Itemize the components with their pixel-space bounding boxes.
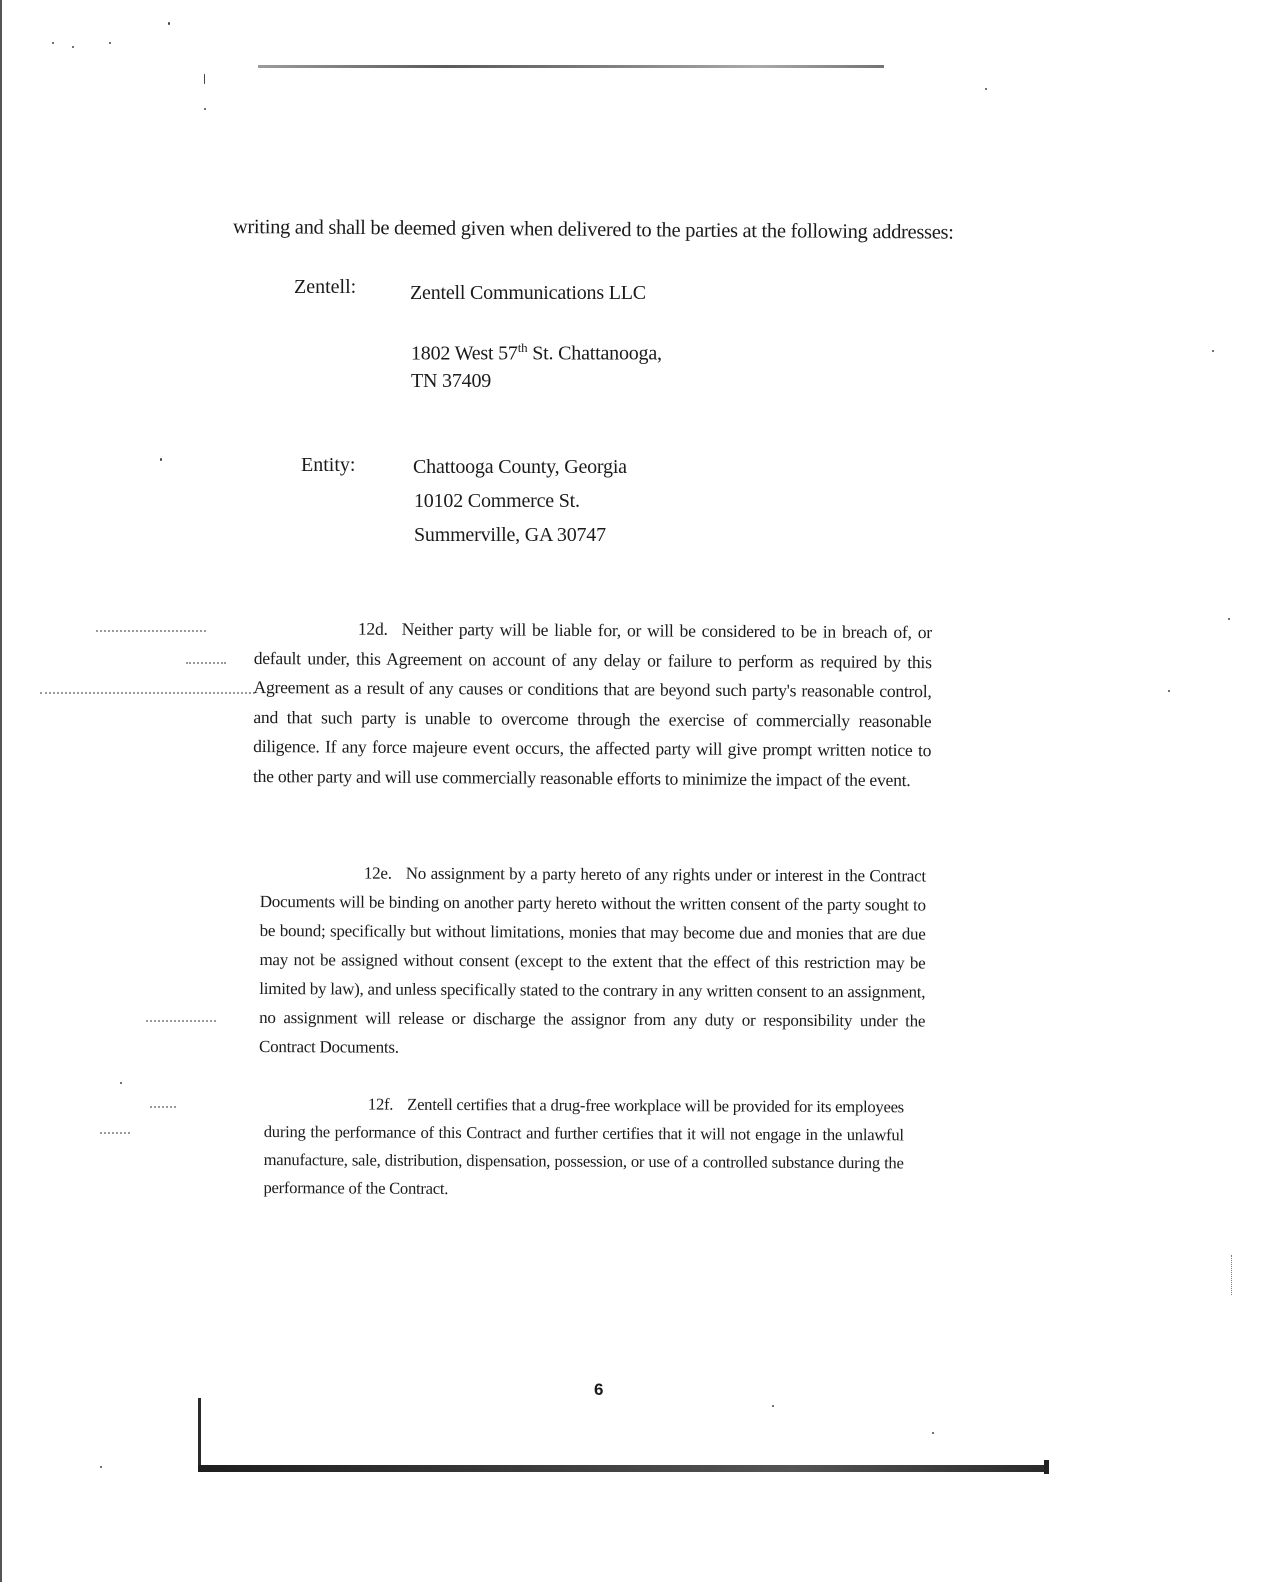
entity-city-state-zip: Summerville, GA 30747 <box>414 524 606 546</box>
scan-speck <box>168 22 170 25</box>
scan-dots <box>40 692 255 696</box>
scan-dots <box>96 630 206 634</box>
zentell-company-name: Zentell Communications LLC <box>410 282 646 304</box>
scan-speck <box>160 458 162 461</box>
scan-speck <box>100 1466 102 1468</box>
section-12e-number: 12e. <box>363 863 392 883</box>
scan-dots <box>146 1020 216 1024</box>
scan-speck <box>772 1405 774 1407</box>
bottom-rule-end-mark <box>1044 1460 1049 1474</box>
zentell-street-ordinal: th <box>517 340 528 355</box>
scan-speck <box>1228 618 1230 620</box>
zentell-city-state-zip: TN 37409 <box>411 370 492 392</box>
entity-name: Chattooga County, Georgia <box>413 456 627 478</box>
scan-speck <box>932 1432 934 1434</box>
intro-sentence: writing and shall be deemed given when delivered to the parties at the following addresses: <box>232 216 954 244</box>
top-rule-line <box>258 65 884 68</box>
section-12e <box>259 858 926 1064</box>
zentell-label: Zentell: <box>294 276 357 298</box>
bottom-left-corner-rule <box>198 1398 201 1470</box>
scan-speck <box>204 108 206 110</box>
scan-speck <box>1212 350 1214 352</box>
scan-dots <box>100 1132 130 1136</box>
zentell-street-city: St. Chattanooga, <box>527 342 662 365</box>
zentell-street <box>411 340 662 366</box>
scan-speck <box>1168 690 1170 692</box>
entity-street: 10102 Commerce St. <box>414 490 580 512</box>
zentell-street-number: 1802 West 57 <box>411 342 518 365</box>
scan-dots <box>186 662 226 666</box>
scan-margin-mark <box>1231 1255 1232 1295</box>
entity-label: Entity: <box>301 454 356 476</box>
scan-speck <box>120 1082 122 1084</box>
scan-dots <box>150 1106 176 1110</box>
scan-left-edge <box>0 0 2 1582</box>
section-12f-text: Zentell certifies that a drug-free workplace will be provided for its employees during the performance of this Contract and further certifies that it will not engage in the unlawful manufacture, sale, distribution, dispensation, possession, or use of a controlled substance during the performance of the Contract. <box>263 1094 904 1198</box>
scan-speck <box>985 88 987 90</box>
scan-speck <box>72 46 74 48</box>
section-12f-number: 12f. <box>367 1094 394 1114</box>
scan-speck <box>204 74 205 84</box>
scan-speck <box>109 42 111 44</box>
section-12e-text: No assignment by a party hereto of any rights under or interest in the Contract Documents will be binding on another party hereto without the written consent of the party sought to be bound; specifically but without limitations, monies that may become due and monies that are due may not be assigned without consent (except to the extent that the effect of this restriction may be limited by law), and unless specifically stated to the contrary in any written consent to an assignment, no assignment will release or discharge the assignor from any duty or responsibility under the Contract Documents. <box>258 863 926 1057</box>
section-12d <box>253 614 932 795</box>
section-12d-text: Neither party will be liable for, or will be considered to be in breach of, or default under, this Agreement on account of any delay or failure to perform as required by this Agreement as a result of any causes or conditions that are beyond such party's reasonable control, and that such party is unable to overcome through the exercise of commercially reasonable diligence. If any force majeure event occurs, the affected party will give prompt written notice to the other party and will use commercially reasonable efforts to minimize the impact of the event. <box>252 618 932 790</box>
section-12f <box>263 1090 904 1205</box>
scan-speck <box>52 42 54 44</box>
section-12d-number: 12d. <box>357 618 388 639</box>
page-number: 6 <box>594 1380 604 1399</box>
bottom-rule-line <box>198 1465 1048 1472</box>
